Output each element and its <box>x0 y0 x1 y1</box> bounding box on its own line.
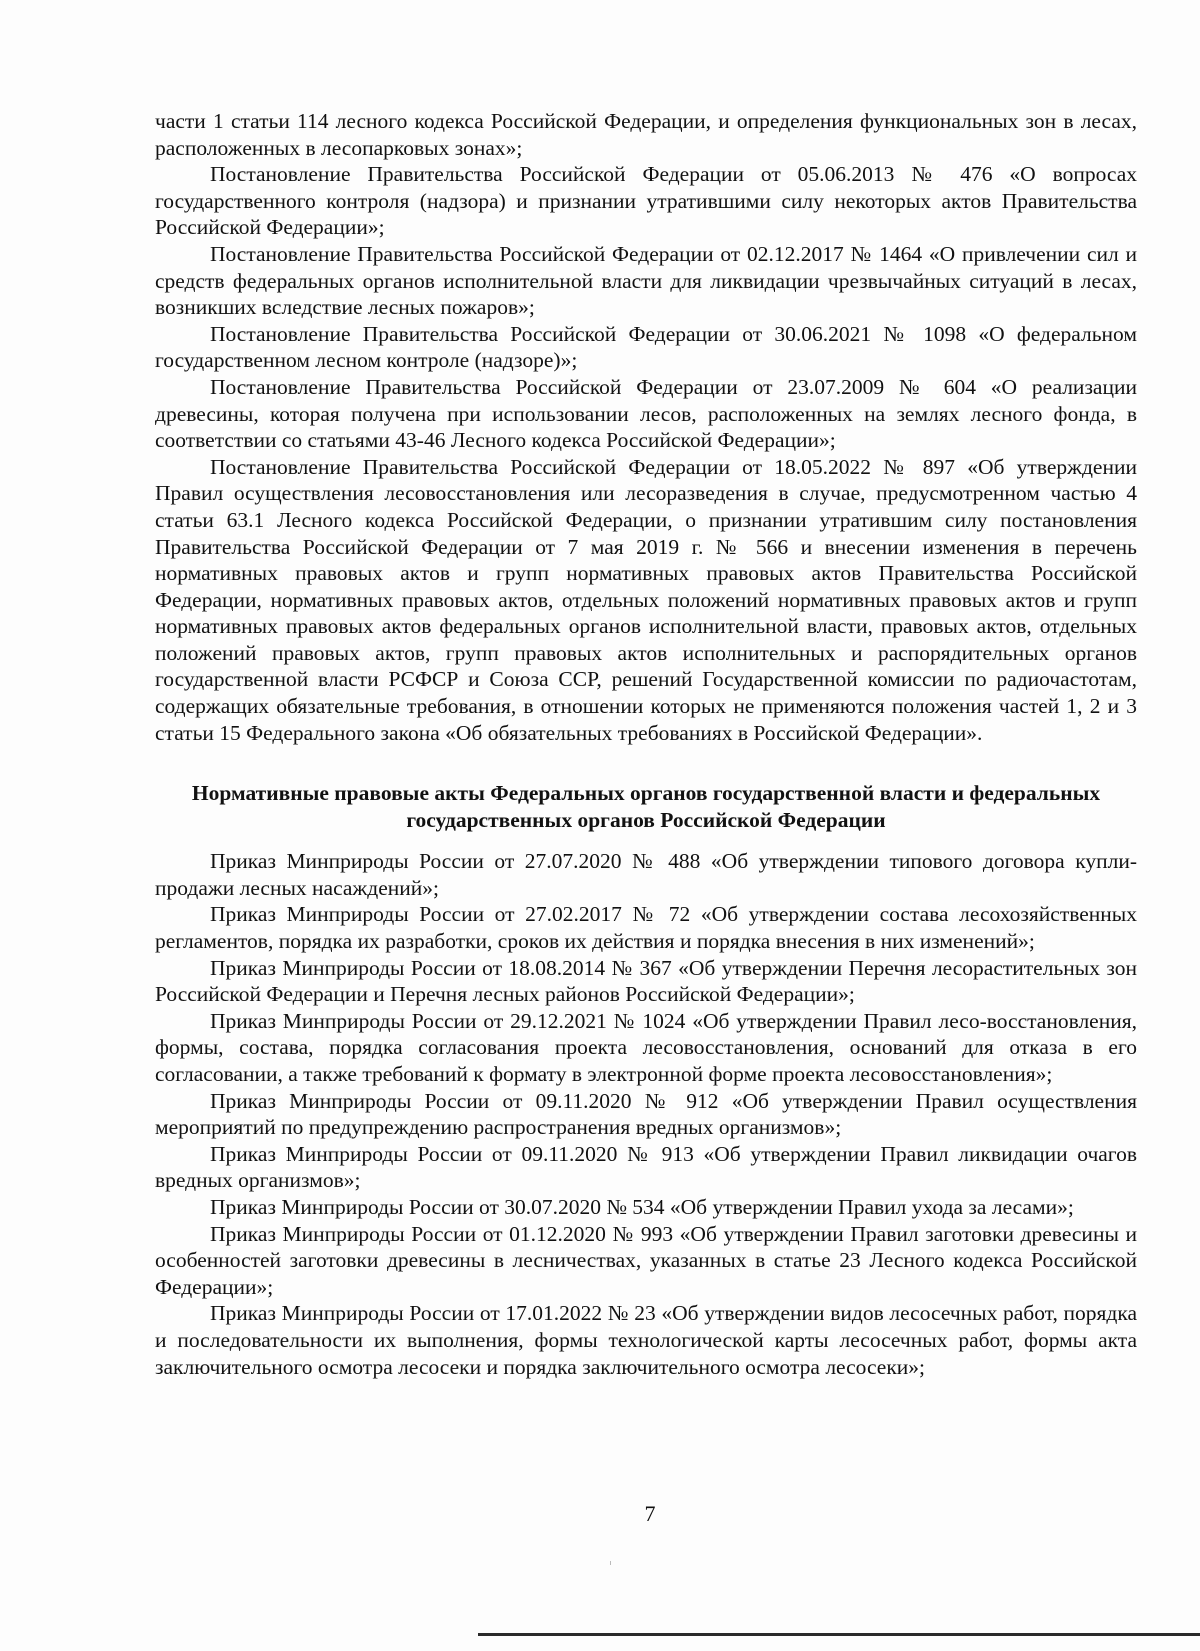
paragraph-continuation: части 1 статьи 114 лесного кодекса Российской Федерации, и определения функциональных зон в лесах, расположенных в лесопарковых зонах»; <box>155 109 1137 160</box>
paragraph-decree-604: Постановление Правительства Российской Федерации от 23.07.2009 № 604 «О реализации древесины, которая получена при использовании лесов, расположенных на землях лесного фонда, в соответствии со статьями 43-46 Лесного кодекса Российской Федерации»; <box>155 374 1137 453</box>
paragraph-order-534: Приказ Минприроды России от 30.07.2020 № 534 «Об утверждении Правил ухода за лесами»; <box>210 1194 1074 1219</box>
paragraph-order-367: Приказ Минприроды России от 18.08.2014 № 367 «Об утверждении Перечня лесорастительных зон Российской Федерации и Перечня лесных районов Российской Федерации»; <box>155 955 1137 1007</box>
paragraph-order-488: Приказ Минприроды России от 27.07.2020 № 488 «Об утверждении типового договора купли-продажи лесных насаждений»; <box>155 849 1137 900</box>
paragraph-order-23: Приказ Минприроды России от 17.01.2022 № 23 «Об утверждении видов лесосечных работ, порядка и последовательности их выполнения, формы технологической карты лесосечных работ, формы акта заключительного осмотра лесосеки и порядка заключительного осмотра лесосеки»; <box>155 1301 1137 1379</box>
paragraph-decree-1098: Постановление Правительства Российской Федерации от 30.06.2021 № 1098 «О федеральном государственном лесном контроле (надзоре)»; <box>155 321 1137 373</box>
section-heading: Нормативные правовые акты Федеральных органов государственной власти и федеральных государственных органов Российской Федерации <box>191 781 1101 833</box>
bottom-edge-line <box>478 1633 1200 1636</box>
scan-speck <box>610 1561 611 1565</box>
paragraph-order-912: Приказ Минприроды России от 09.11.2020 № 912 «Об утверждении Правил осуществления мероприятий по предупреждению распространения вредных организмов»; <box>155 1088 1137 1140</box>
paragraph-decree-476: Постановление Правительства Российской Федерации от 05.06.2013 № 476 «О вопросах государственного контроля (надзора) и признании утратившими силу некоторых актов Правительства Российской Федерации»; <box>155 162 1137 240</box>
paragraph-order-72: Приказ Минприроды России от 27.02.2017 № 72 «Об утверждении состава лесохозяйственных регламентов, порядка их разработки, сроков их действия и порядка внесения в них изменений»; <box>155 902 1137 954</box>
paragraph-decree-897: Постановление Правительства Российской Федерации от 18.05.2022 № 897 «Об утверждении Правил осуществления лесовосстановления или лесоразведения в случае, предусмотренном частью 4 статьи 63.1 Лесного кодекса Российской Федерации, о признании утратившим силу постановления Правительства Российской Федерации от 7 мая 2019 г. № 566 и внесении изменения в перечень нормативных правовых актов и групп нормативных правовых актов Правительства Российской Федерации, нормативных правовых актов, отдельных положений нормативных правовых актов и групп нормативных правовых актов федеральных органов исполнительной власти, правовых актов, отдельных положений правовых актов, групп правовых актов исполнительных и распорядительных органов государственной власти РСФСР и Союза ССР, решений Государственной комиссии по радиочастотам, содержащих обязательные требования, в отношении которых не применяются положения частей 1, 2 и 3 статьи 15 Федерального закона «Об обязательных требованиях в Российской Федерации». <box>155 454 1137 745</box>
paragraph-order-913: Приказ Минприроды России от 09.11.2020 № 913 «Об утверждении Правил ликвидации очагов вредных организмов»; <box>155 1141 1137 1193</box>
paragraph-order-1024: Приказ Минприроды России от 29.12.2021 № 1024 «Об утверждении Правил лесо-восстановления, формы, состава, порядка согласования проекта лесовосстановления, оснований для отказа в его согласовании, а также требований к формату в электронной форме проекта лесовосстановления»; <box>155 1008 1137 1086</box>
document-body <box>155 108 1137 1380</box>
paragraph-decree-1464: Постановление Правительства Российской Федерации от 02.12.2017 № 1464 «О привлечении сил и средств федеральных органов исполнительной власти для ликвидации чрезвычайных ситуаций в лесах, возникших вследствие лесных пожаров»; <box>155 241 1137 320</box>
page-number: 7 <box>644 1501 656 1526</box>
paragraph-order-993: Приказ Минприроды России от 01.12.2020 № 993 «Об утверждении Правил заготовки древесины и особенностей заготовки древесины в лесничествах, указанных в статье 23 Лесного кодекса Российской Федерации»; <box>155 1221 1137 1299</box>
